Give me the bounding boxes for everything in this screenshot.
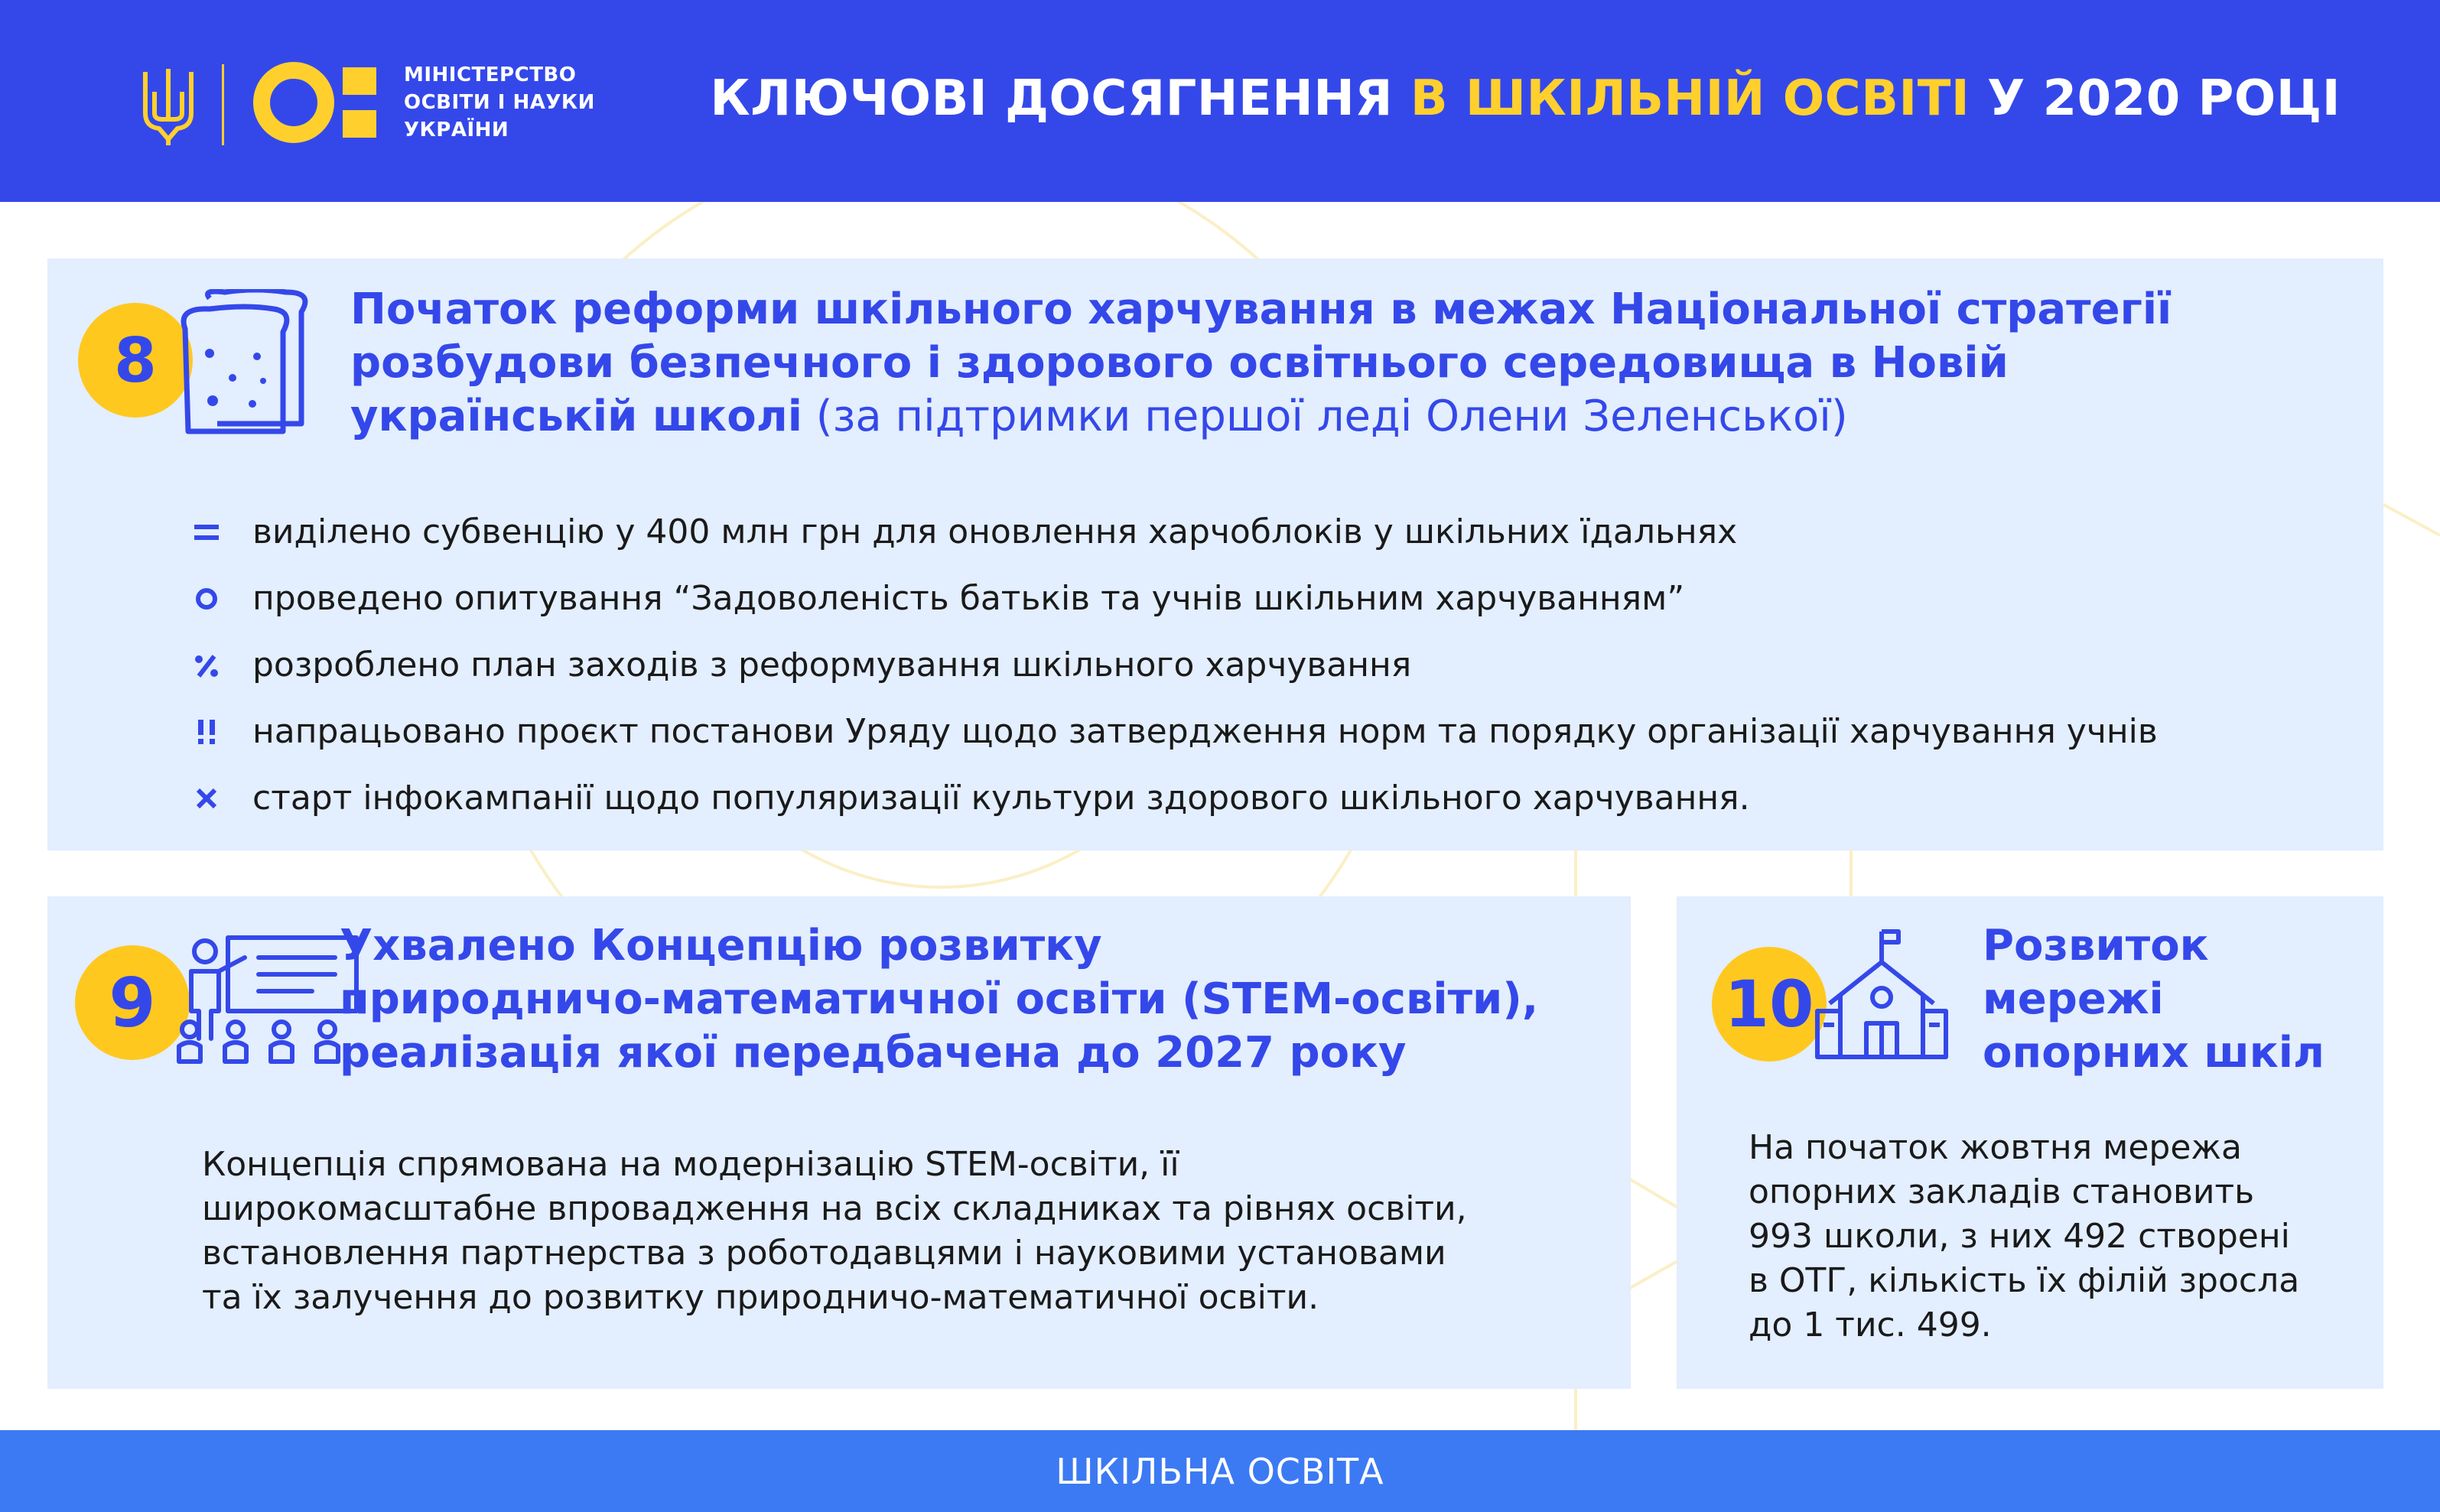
- section-8-number: 8: [78, 303, 193, 418]
- section-9-title: [340, 919, 1625, 1080]
- page-title-highlight: В ШКІЛЬНІЙ ОСВІТІ: [1410, 70, 1970, 127]
- ministry-logo-icon: [252, 60, 389, 145]
- ministry-line-2: ОСВІТИ І НАУКИ: [404, 91, 595, 114]
- section-10-body-line-4: в ОТГ, кількість їх філій зросла: [1749, 1261, 2300, 1300]
- bullet-text: напрацьовано проєкт постанови Уряду щодо затвердження норм та порядку організації харчування учнів: [252, 712, 2158, 751]
- equals-icon: [191, 517, 222, 548]
- cross-icon: [191, 783, 222, 814]
- trident-icon: [138, 64, 199, 147]
- section-10-body: [1749, 1126, 2299, 1348]
- section-10-body-line-2: опорних закладів становить: [1749, 1172, 2255, 1211]
- list-item: [191, 710, 2409, 756]
- ministry-name: [404, 61, 603, 144]
- section-8-title-line-2: розбудови безпечного і здорового освітнього середовища в Новій: [350, 338, 2009, 388]
- page-title: [710, 70, 2341, 127]
- section-9-body-line-4: та їх залучення до розвитку природничо-математичної освіти.: [202, 1278, 1319, 1317]
- section-8-title-line-3: українській школі: [350, 392, 802, 441]
- section-10-body-line-3: 993 школи, з них 492 створені: [1749, 1217, 2290, 1256]
- section-8-title-line-1: Початок реформи шкільного харчування в межах Національної стратегії: [350, 285, 2172, 334]
- ministry-line-3: УКРАЇНИ: [404, 119, 509, 141]
- section-9-title-line-1: Ухвалено Концепцію розвитку: [340, 921, 1102, 971]
- header-bar: [0, 0, 2440, 202]
- section-10-panel: [1677, 896, 2383, 1389]
- list-item: [191, 644, 2409, 690]
- teacher-icon: [174, 935, 363, 1065]
- bullet-text: проведено опитування “Задоволеність батьків та учнів шкільним харчуванням”: [252, 579, 1685, 618]
- list-item: [191, 577, 2409, 623]
- section-10-title: [1983, 919, 2365, 1080]
- exclamation-icon: [191, 717, 222, 747]
- section-9-number: 9: [75, 945, 190, 1060]
- page-title-part-2: У 2020 РОЦІ: [1970, 70, 2341, 127]
- section-10-title-line-3: опорних шкіл: [1983, 1028, 2325, 1078]
- section-10-number: 10: [1712, 947, 1827, 1062]
- bullet-text: старт інфокампанії щодо популяризації культури здорового шкільного харчування.: [252, 779, 1750, 818]
- percent-icon: [191, 650, 222, 681]
- section-9-title-line-2: природничо-математичної освіти (STEM-освіти),: [340, 974, 1539, 1024]
- ministry-line-1: МІНІСТЕРСТВО: [404, 63, 577, 86]
- section-10-body-line-1: На початок жовтня мережа: [1749, 1128, 2243, 1167]
- section-9-body-line-1: Концепція спрямована на модернізацію STEM-освіти, її: [202, 1145, 1179, 1184]
- circle-icon: [191, 584, 222, 614]
- logo-divider: [222, 64, 224, 145]
- section-9-body: [202, 1143, 1467, 1320]
- bread-icon: [179, 289, 314, 439]
- section-10-title-line-2: мережі: [1983, 974, 2164, 1024]
- footer-label: ШКІЛЬНА ОСВІТА: [1056, 1450, 1384, 1492]
- section-9-body-line-3: встановлення партнерства з роботодавцями і науковими установами: [202, 1234, 1446, 1273]
- bullet-text: виділено субвенцію у 400 млн грн для оновлення харчоблоків у шкільних їдальнях: [252, 512, 1738, 551]
- section-8-title-note: (за підтримки першої леді Олени Зеленської): [802, 392, 1848, 441]
- section-9-body-line-2: широкомасштабне впровадження на всіх складниках та рівнях освіти,: [202, 1189, 1467, 1228]
- section-10-body-line-5: до 1 тис. 499.: [1749, 1306, 1992, 1345]
- page-title-part-1: КЛЮЧОВІ ДОСЯГНЕННЯ: [710, 70, 1410, 127]
- section-9-panel: [47, 896, 1631, 1389]
- footer-bar: [0, 1430, 2440, 1512]
- school-icon: [1814, 927, 1949, 1065]
- section-8-title: [350, 283, 2354, 444]
- bullet-text: розроблено план заходів з реформування шкільного харчування: [252, 645, 1412, 684]
- list-item: [191, 511, 2409, 557]
- section-9-title-line-3: реалізація якої передбачена до 2027 року: [340, 1028, 1407, 1078]
- list-item: [191, 777, 2409, 823]
- section-10-title-line-1: Розвиток: [1983, 921, 2209, 971]
